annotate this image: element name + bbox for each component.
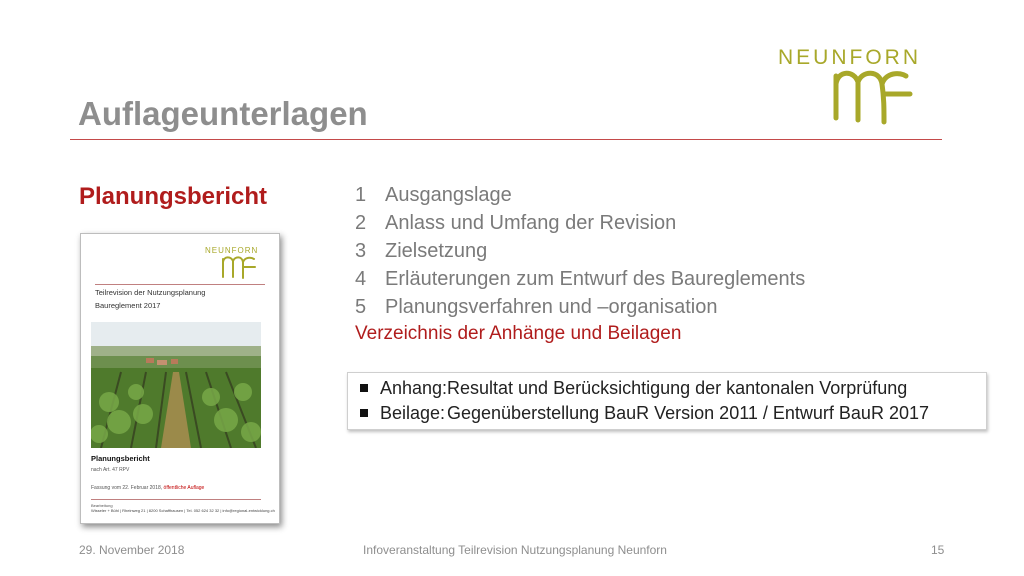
doc-logo-wordmark: NEUNFORN — [205, 246, 259, 255]
square-bullet-icon — [360, 409, 368, 417]
contents-number: 1 — [355, 184, 367, 206]
annex-text: Gegenüberstellung BauR Version 2011 / Entwurf BauR 2017 — [447, 403, 929, 423]
footer-date: 29. November 2018 — [79, 543, 185, 557]
contents-item — [355, 293, 805, 321]
doc-version — [91, 485, 204, 491]
contents-number: 5 — [355, 296, 367, 318]
annex-tag: Beilage: — [380, 403, 446, 423]
contents-list — [355, 181, 805, 321]
contents-item — [355, 265, 805, 293]
contents-label: Erläuterungen zum Entwurf des Baureglements — [385, 268, 806, 290]
annex-item — [360, 376, 986, 401]
appendix-directory-link[interactable]: Verzeichnis der Anhänge und Beilagen — [355, 323, 682, 344]
doc-subtitle: Baureglement 2017 — [95, 301, 161, 310]
contents-label: Ausgangslage — [385, 184, 512, 206]
doc-version-date: Fassung vom 22. Februar 2018, — [91, 485, 163, 491]
contents-label: Anlass und Umfang der Revision — [385, 212, 677, 234]
doc-title: Teilrevision der Nutzungsplanung — [95, 288, 206, 297]
annex-item — [360, 401, 986, 426]
doc-footer-divider — [91, 499, 261, 500]
logo-wordmark: NEUNFORN — [778, 46, 921, 69]
contents-label: Planungsverfahren und –organisation — [385, 296, 718, 318]
annex-text: Resultat und Berücksichtigung der kantonalen Vorprüfung — [447, 378, 908, 398]
contents-item — [355, 209, 805, 237]
contents-label: Zielsetzung — [385, 240, 488, 262]
contents-number: 3 — [355, 240, 367, 262]
square-bullet-icon — [360, 384, 368, 392]
doc-contact: Wisseler + Bühl | Rheinweg 21 | 8200 Schaffhausen | Tel. 052 624 32 32 | info@regional-entwicklung.ch — [91, 508, 275, 513]
vineyard-photo — [91, 322, 261, 448]
slide-title: Auflageunterlagen — [78, 95, 368, 132]
section-heading: Planungsbericht — [79, 183, 268, 210]
footer-page-number: 15 — [931, 543, 945, 557]
contents-number: 4 — [355, 268, 367, 290]
report-cover-thumbnail — [80, 233, 280, 524]
annex-box — [347, 372, 987, 430]
annex-tag: Anhang: — [380, 378, 448, 398]
contents-number: 2 — [355, 212, 367, 234]
contents-item — [355, 181, 805, 209]
doc-logo — [203, 243, 263, 281]
neunforn-logo — [776, 42, 946, 128]
doc-contact-label: Bearbeitung — [91, 503, 113, 508]
doc-legal-basis: nach Art. 47 RPV — [91, 467, 130, 473]
doc-heading: Planungsbericht — [91, 454, 150, 463]
title-divider — [70, 139, 942, 140]
logo-mark — [836, 73, 910, 122]
contents-item — [355, 237, 805, 265]
doc-version-status: öffentliche Auflage — [163, 485, 205, 491]
doc-divider — [95, 284, 265, 285]
footer-title: Infoveranstaltung Teilrevision Nutzungsplanung Neunforn — [363, 543, 667, 557]
